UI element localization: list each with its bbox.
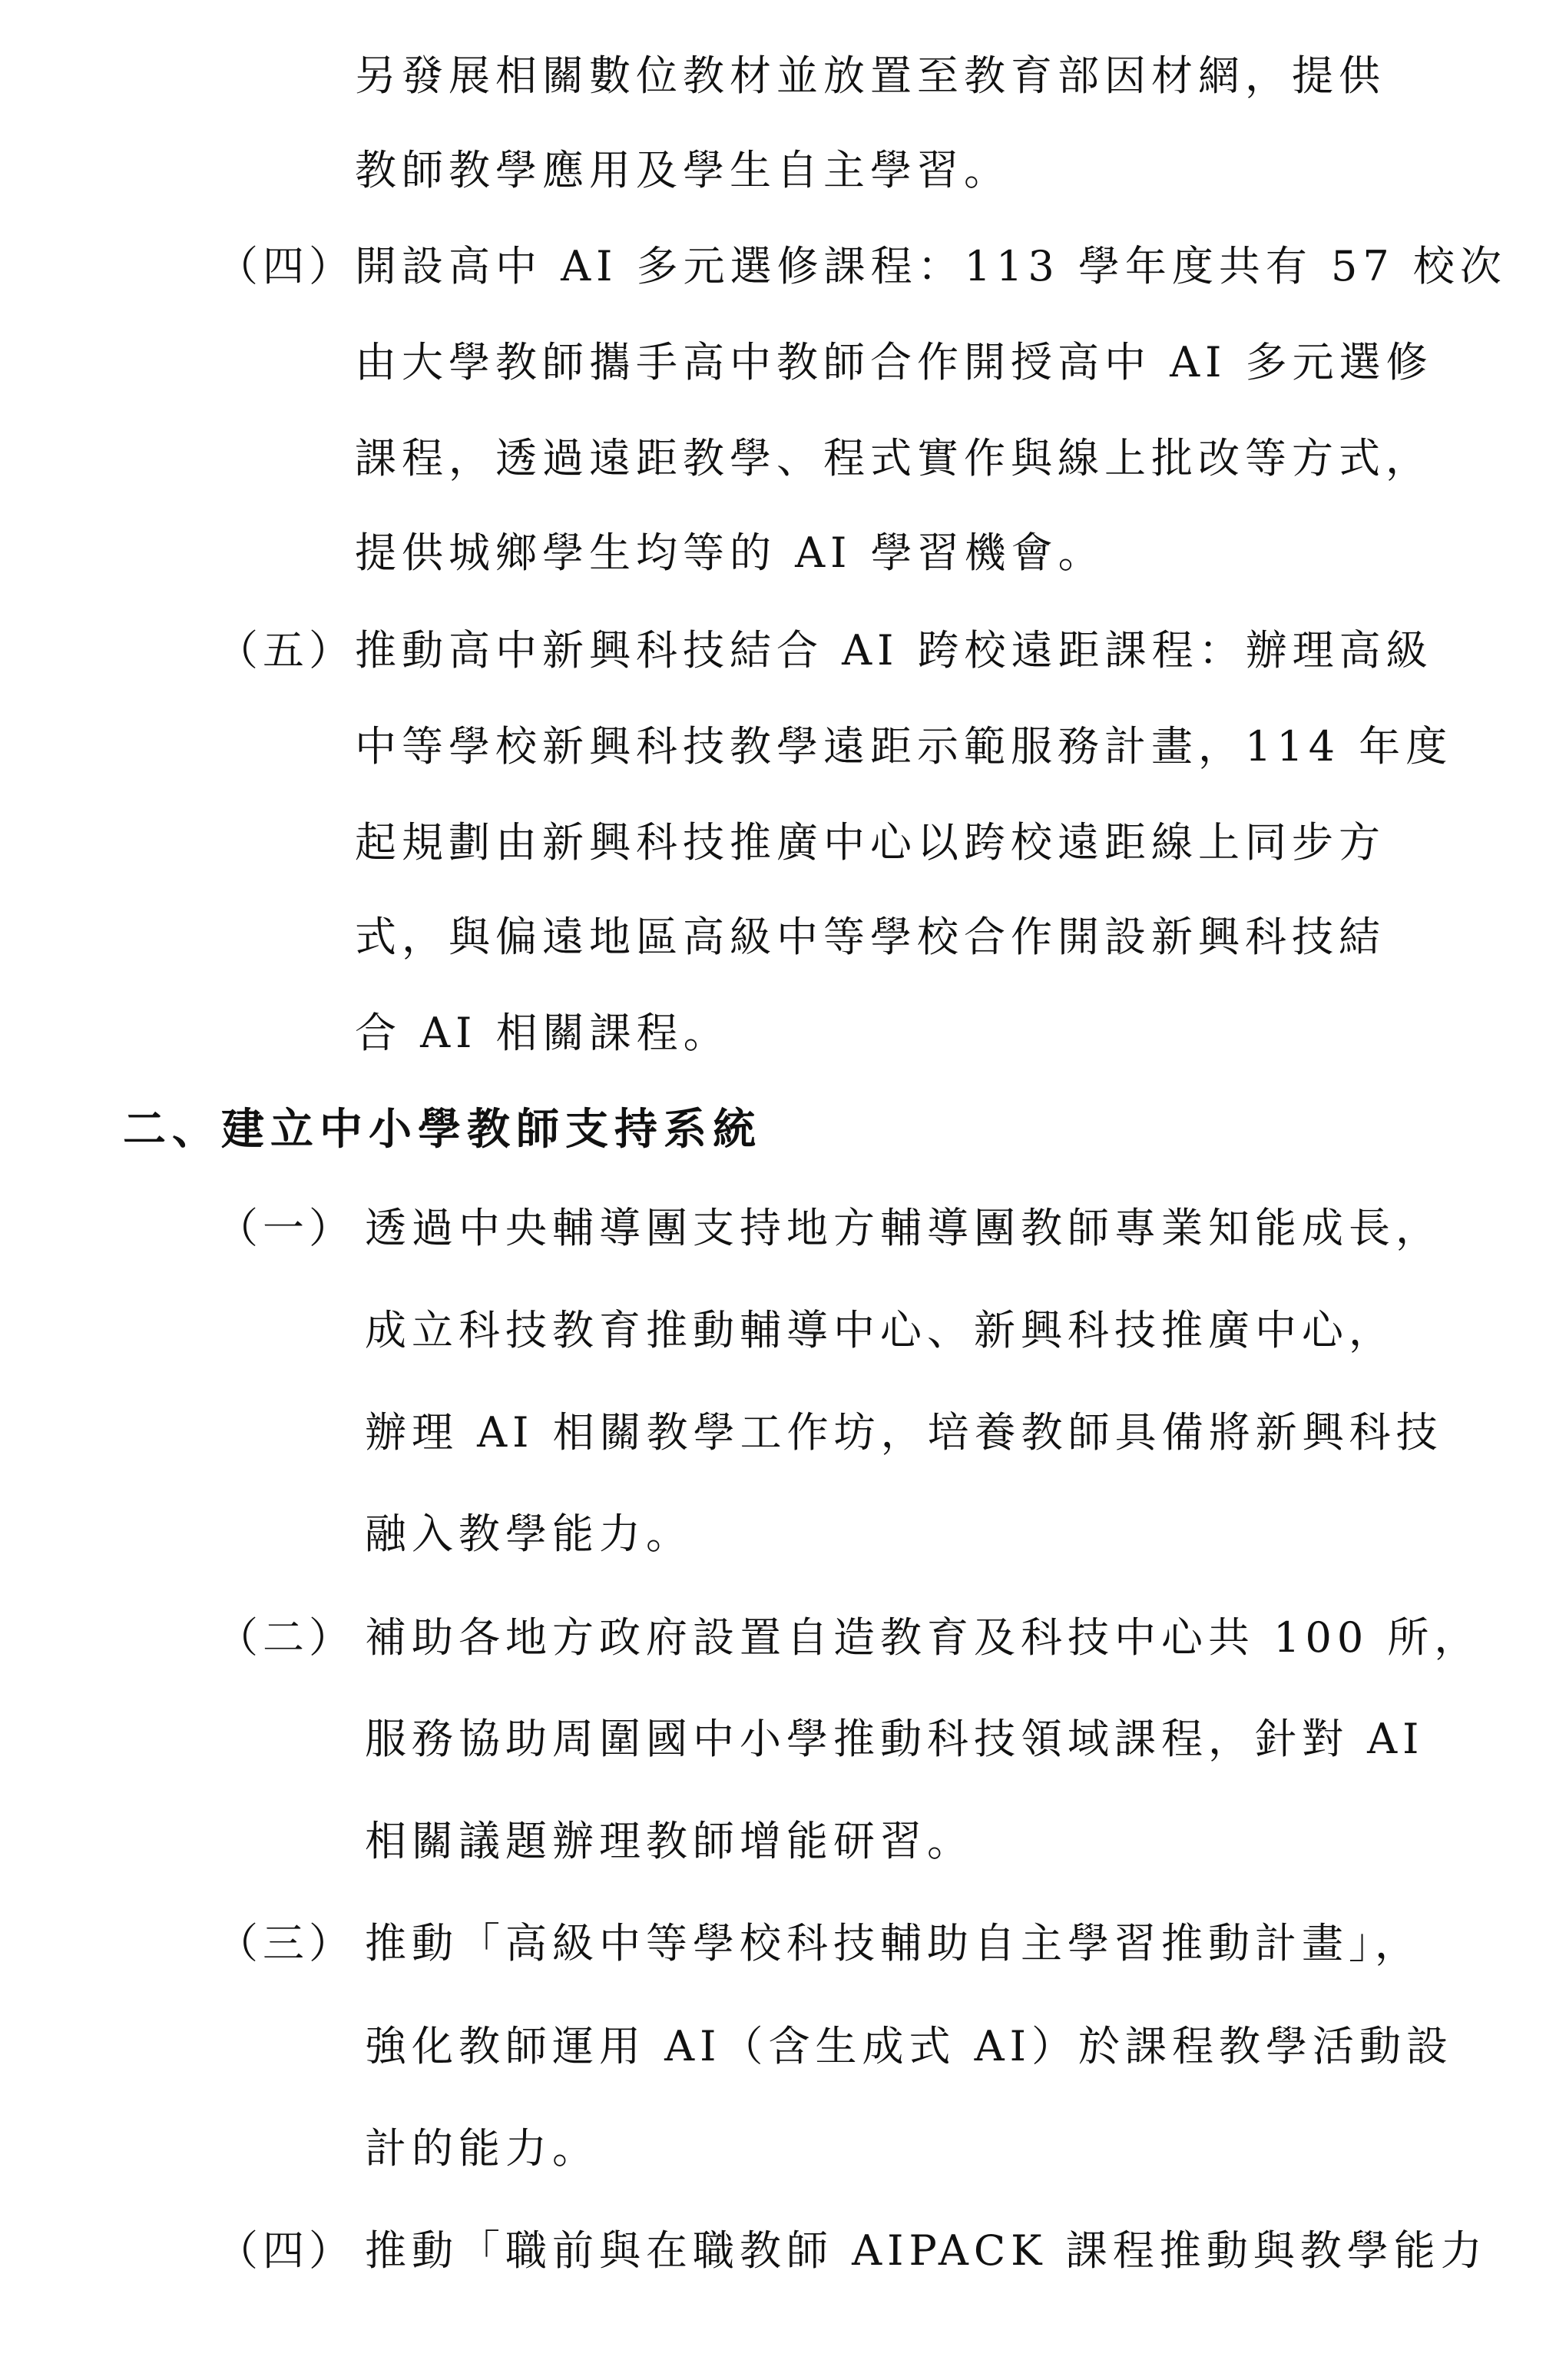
list-item-line: 合 AI 相關課程。: [355, 1009, 730, 1057]
list-item-line: 提供城鄉學生均等的 AI 學習機會。: [355, 529, 1105, 577]
list-item-label: （四）: [217, 242, 355, 290]
list-item-label: （四）: [217, 2226, 355, 2275]
list-item-label: （三）: [217, 1919, 355, 1967]
continuation-line-1: 另發展相關數位教材並放置至教育部因材網，提供: [355, 51, 1385, 100]
list-item-line: 辦理 AI 相關教學工作坊，培養教師具備將新興科技: [365, 1408, 1443, 1457]
list-item-line: 服務協助周圍國中小學推動科技領域課程，針對 AI: [365, 1715, 1425, 1763]
list-item-line: 相關議題辦理教師增能研習。: [365, 1817, 974, 1865]
list-item-line: 推動「高級中等學校科技輔助自主學習推動計畫」，: [365, 1919, 1422, 1967]
list-item-line: 補助各地方政府設置自造教育及科技中心共 100 所，: [365, 1613, 1481, 1662]
list-item-line: 式，與偏遠地區高級中等學校合作開設新興科技結: [355, 913, 1385, 961]
list-item-label: （一）: [217, 1204, 355, 1252]
list-item-line: 成立科技教育推動輔導中心、新興科技推廣中心，: [365, 1306, 1395, 1354]
list-item-line: 起規劃由新興科技推廣中心以跨校遠距線上同步方: [355, 818, 1385, 867]
list-item-line: 透過中央輔導團支持地方輔導團教師專業知能成長，: [365, 1204, 1442, 1252]
list-item-line: 融入教學能力。: [365, 1510, 693, 1558]
continuation-line-2: 教師教學應用及學生自主學習。: [355, 146, 1011, 194]
list-item-line: 開設高中 AI 多元選修課程：113 學年度共有 57 校次: [355, 242, 1507, 290]
list-item-line: 強化教師運用 AI（含生成式 AI）於課程教學活動設: [365, 2022, 1453, 2070]
section-heading: 二、建立中小學教師支持系統: [123, 1104, 762, 1155]
list-item-label: （二）: [217, 1613, 355, 1662]
list-item-line: 中等學校新興科技教學遠距示範服務計畫，114 年度: [355, 722, 1453, 771]
list-item-line: 計的能力。: [365, 2124, 599, 2173]
list-item-line: 課程，透過遠距教學、程式實作與線上批改等方式，: [355, 434, 1432, 482]
list-item-line: 由大學教師攜手高中教師合作開授高中 AI 多元選修: [355, 338, 1433, 386]
list-item-line: 推動高中新興科技結合 AI 跨校遠距課程：辦理高級: [355, 626, 1433, 675]
list-item-line: 推動「職前與在職教師 AIPACK 課程推動與教學能力: [365, 2226, 1488, 2275]
list-item-label: （五）: [217, 626, 355, 675]
